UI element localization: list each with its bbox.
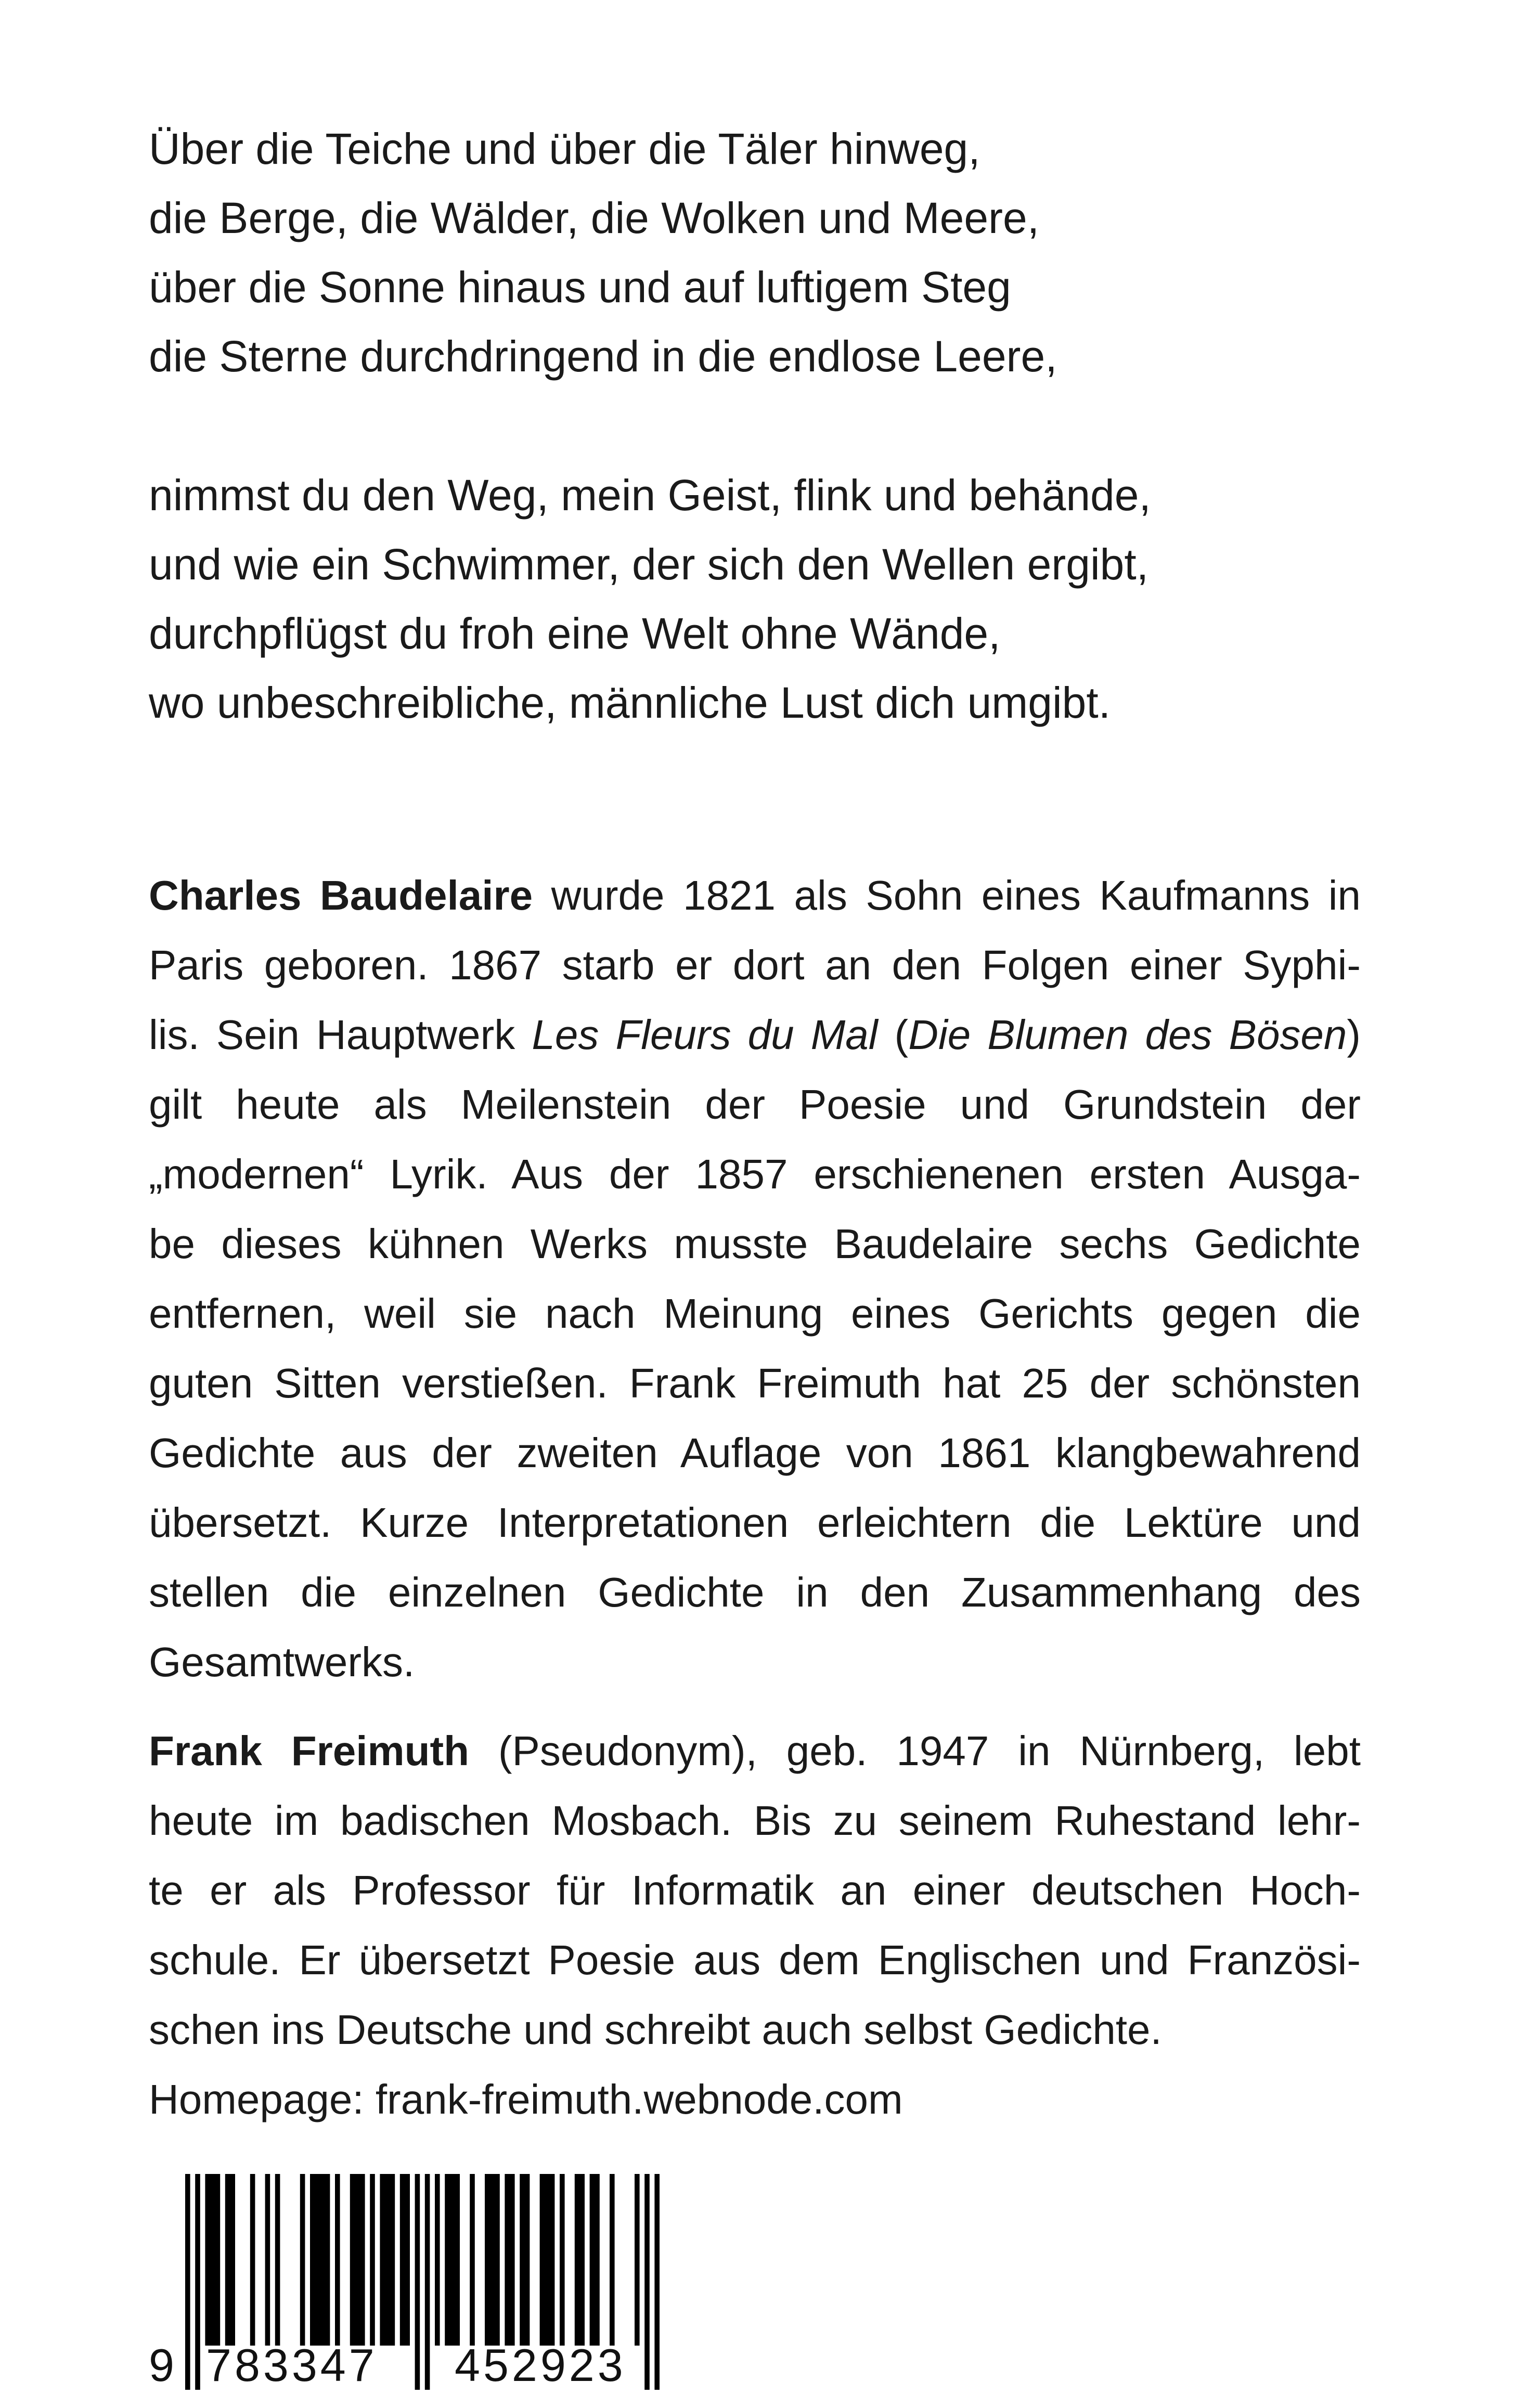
- poem-line: die Sterne durchdringend in die endlose Leere,: [149, 332, 1057, 381]
- poem-line: nimmst du den Weg, mein Geist, flink und behände,: [149, 471, 1151, 520]
- barcode-left-digits: 783347: [206, 2339, 378, 2391]
- poem-stanza-1: [149, 114, 1397, 391]
- barcode-bar: [380, 2174, 395, 2346]
- bio-line: schule. Er übersetzt Poesie aus dem Englischen und Französi-: [149, 1937, 1361, 1983]
- barcode-bar: [635, 2174, 640, 2346]
- bio-line: Paris geboren. 1867 starb er dort an den Folgen einer Syphi-: [149, 942, 1361, 988]
- barcode-bar: [590, 2174, 600, 2346]
- work-title-german: Die Blumen des Bösen: [908, 1012, 1347, 1058]
- bio-line: guten Sitten verstießen. Frank Freimuth hat 25 der schönsten: [149, 1360, 1361, 1406]
- barcode-bar: [575, 2174, 585, 2346]
- barcode-bar: [205, 2174, 220, 2346]
- bio-line: Gedichte aus der zweiten Auflage von 1861 klangbewahrend: [149, 1430, 1361, 1476]
- bio-line: lis. Sein Hauptwerk Les Fleurs du Mal (Die Blumen des Bösen): [149, 1012, 1361, 1058]
- bio-line: schen ins Deutsche und schreibt auch selbst Gedichte.: [149, 2006, 1162, 2053]
- poem-line: wo unbeschreibliche, männliche Lust dich umgibt.: [149, 678, 1111, 727]
- barcode-bar: [610, 2174, 615, 2346]
- homepage-line: Homepage: frank-freimuth.webnode.com: [149, 2076, 903, 2122]
- barcode-bar: [540, 2174, 555, 2346]
- bio-line: gilt heute als Meilenstein der Poesie und Grundstein der: [149, 1081, 1361, 1128]
- barcode-bar: [400, 2174, 410, 2346]
- bio-line: Gesamtwerks.: [149, 1639, 415, 1685]
- barcode-bar: [225, 2174, 235, 2346]
- barcode-bar: [350, 2174, 365, 2346]
- work-title: Les Fleurs du Mal: [532, 1012, 878, 1058]
- isbn-barcode: [149, 2174, 669, 2392]
- author-bio-baudelaire: [149, 861, 1361, 1697]
- bio-line: stellen die einzelnen Gedichte in den Zusammenhang des: [149, 1569, 1361, 1615]
- bio-line: te er als Professor für Informatik an einer deutschen Hoch-: [149, 1867, 1361, 1913]
- bio-line: „modernen“ Lyrik. Aus der 1857 erschienenen ersten Ausga-: [149, 1151, 1361, 1197]
- barcode-bar: [435, 2174, 440, 2346]
- author-bio-freimuth: [149, 1716, 1361, 2134]
- barcode-right-digits: 452923: [455, 2339, 626, 2391]
- barcode-bar: [505, 2174, 514, 2346]
- bio-line: Charles Baudelaire wurde 1821 als Sohn eines Kaufmanns in: [149, 872, 1361, 918]
- bio-line: entfernen, weil sie nach Meinung eines Gerichts gegen die: [149, 1290, 1361, 1337]
- bio-line: be dieses kühnen Werks musste Baudelaire sechs Gedichte: [149, 1221, 1361, 1267]
- poem-stanza-2: [149, 461, 1397, 737]
- bio-line: übersetzt. Kurze Interpretationen erleichtern die Lektüre und: [149, 1499, 1361, 1546]
- barcode-first-digit: 9: [149, 2339, 177, 2391]
- barcode-bar: [250, 2174, 255, 2346]
- bio-line: Frank Freimuth (Pseudonym), geb. 1947 in Nürnberg, lebt: [149, 1728, 1361, 1774]
- translator-name: Frank Freimuth: [149, 1728, 469, 1774]
- barcode-bar: [265, 2174, 270, 2346]
- barcode-bar: [520, 2174, 530, 2346]
- barcode-bar: [560, 2174, 565, 2346]
- barcode-bar: [300, 2174, 305, 2346]
- poem-line: die Berge, die Wälder, die Wolken und Meere,: [149, 193, 1040, 242]
- barcode-bar: [275, 2174, 280, 2346]
- author-name: Charles Baudelaire: [149, 872, 533, 918]
- poem-line: durchpflügst du froh eine Welt ohne Wände,: [149, 609, 1001, 658]
- barcode-digits: [149, 2339, 669, 2391]
- barcode-bar: [485, 2174, 500, 2346]
- poem-line: und wie ein Schwimmer, der sich den Wellen ergibt,: [149, 540, 1149, 589]
- bio-line: heute im badischen Mosbach. Bis zu seinem Ruhestand lehr-: [149, 1797, 1361, 1844]
- barcode-bar: [445, 2174, 460, 2346]
- barcode-bar: [370, 2174, 375, 2346]
- barcode-bar: [335, 2174, 340, 2346]
- poem-line: über die Sonne hinaus und auf luftigem Steg: [149, 263, 1011, 312]
- poem-line: Über die Teiche und über die Täler hinweg,: [149, 124, 980, 173]
- barcode-bar: [310, 2174, 330, 2346]
- poem-excerpt: [149, 114, 1397, 737]
- barcode-bar: [470, 2174, 475, 2346]
